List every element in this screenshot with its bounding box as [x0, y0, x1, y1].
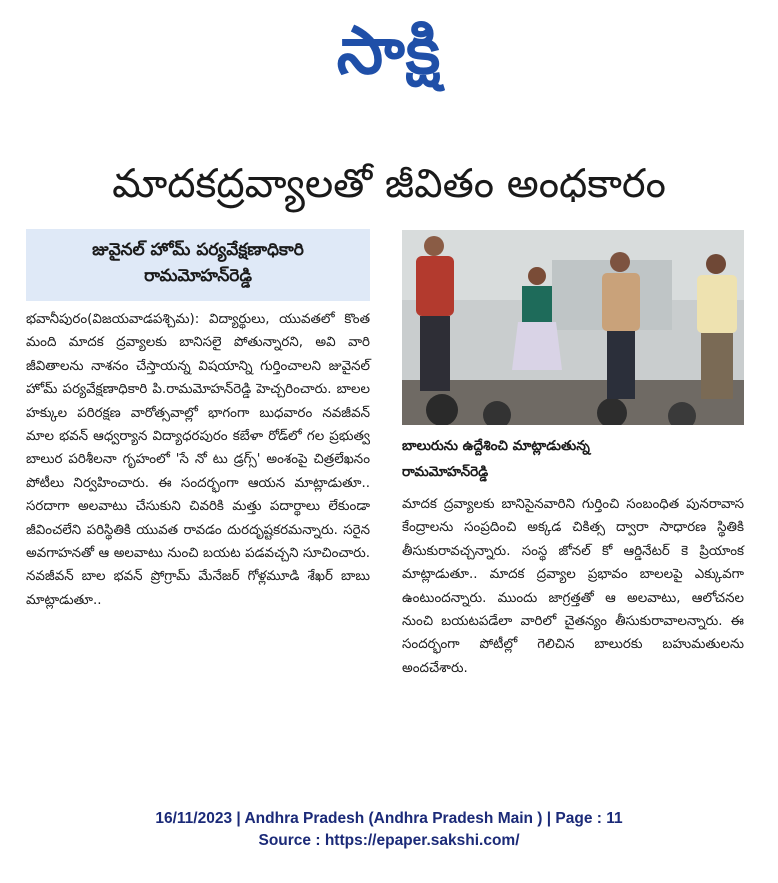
masthead	[0, 6, 778, 96]
article-photo	[402, 230, 744, 425]
footer-publication-info: 16/11/2023 | Andhra Pradesh (Andhra Pradesh Main ) | Page : 11	[155, 810, 623, 827]
masthead-logo: సాక్షి	[336, 12, 442, 89]
footer-source: Source : https://epaper.sakshi.com/	[258, 832, 520, 849]
page-footer	[0, 808, 778, 852]
article-body-left	[26, 308, 370, 612]
photo-illustration	[402, 230, 744, 425]
article-subhead	[26, 229, 370, 301]
body-right-text: మాదక ద్రవ్యాలకు బానిసైనవారిని గుర్తించి సంబంధిత పునరావాస కేంద్రాలను సంప్రదించి అక్కడ చికిత్స ద్వారా సాధారణ స్థితికి తీసుకురావచ్చన్నారు. సంస్థ జోనల్ కో ఆర్డినేటర్ కె ప్రియాంక మాట్లాడుతూ.. మాదక ద్రవ్యాల ప్రభావం బాలలపై ఎక్కువగా ఉంటుందన్నారు. ముందు జాగ్రత్తతో ఆ అలవాటు, ఆలోచనల నుంచి బయటపడేలా వారిలో చైతన్యం తీసుకురావాలన్నారు. ఈ సందర్భంగా పోటీల్లో గెలిచిన బాలురకు బహుమతులను అందచేశారు.	[402, 497, 744, 676]
dateline: భవానీపురం(విజయవాడపశ్చిమ):	[26, 312, 200, 327]
subhead-line-2: రామమోహన్‌రెడ్డి	[144, 266, 252, 286]
caption-line-2: రామమోహన్‌రెడ్డి	[402, 464, 489, 480]
body-left-paragraph	[26, 308, 370, 612]
body-left-text: విద్యార్థులు, యువతలో కొంత మంది మాదక ద్రవ్యాలకు బానిసలై పోతున్నారని, అవి వారి జీవితాలను నాశనం చేస్తాయన్న విషయాన్ని గుర్తించాలని జువైనల్ హోమ్ పర్యవేక్షణాధికారి పి.రామమోహన్‌రెడ్డి హెచ్చరించారు. బాలల హక్కుల పరిరక్షణ వారోత్సవాల్లో భాగంగా బుధవారం నవజీవన్ మాల భవన్ ఆధ్వర్యాన విద్యాధరపురం కబేళా రోడ్‌లో గల ప్రభుత్వ బాలుర పరిశీలనా గృహంలో 'సే నో టు డ్రగ్స్' అంశంపై చిత్రలేఖనం పోటీలు నిర్వహించారు. ఈ సందర్భంగా ఆయన మాట్లాడుతూ.. సరదాగా అలవాటు చేసుకుని చివరికి మత్తు పదార్థాలు లేకుండా జీవించలేని పరిస్థితికి యువత రావడం దురదృష్టకరమన్నారు. సరైన అవగాహనతో ఆ అలవాటు నుంచి బయట పడవచ్చని సూచించారు. నవజీవన్ బాల భవన్ ప్రోగ్రామ్ మేనేజర్ గోళ్లమూడి శేఖర్ బాబు మాట్లాడుతూ..	[26, 312, 370, 608]
article-headline: మాదకద్రవ్యాలతో జీవితం అంధకారం	[112, 161, 666, 207]
subhead-line-1: జువైనల్ హోమ్ పర్యవేక్షణాధికారి	[92, 240, 304, 260]
photo-caption	[402, 433, 744, 485]
article-body-right	[402, 493, 744, 680]
caption-line-1: బాలురును ఉద్దేశించి మాట్లాడుతున్న	[402, 438, 590, 454]
